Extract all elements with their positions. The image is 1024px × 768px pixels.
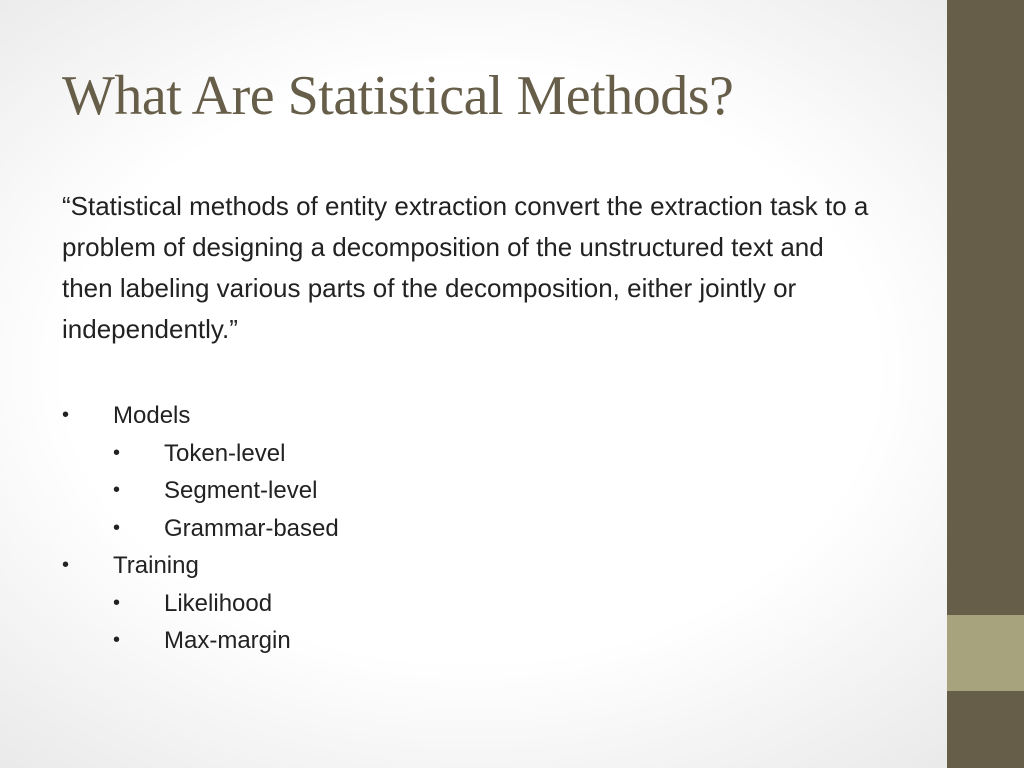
bullet-item-grammar-based: [62, 510, 882, 548]
bullet-label: Grammar-based: [164, 514, 339, 542]
bullet-item-max-margin: [62, 622, 882, 660]
bullet-dot-icon: •: [113, 479, 121, 501]
bullet-item-training: [62, 547, 882, 585]
bullet-item-token-level: [62, 435, 882, 473]
quote-text: “Statistical methods of entity extraction convert the extraction task to a problem of designing a decomposition of the unstructured text and then labeling various parts of the decomposition, either jointly or independently.”: [62, 191, 869, 344]
bullet-item-segment-level: [62, 472, 882, 510]
bullet-label: Token-level: [164, 439, 286, 467]
bullet-label: Training: [113, 552, 199, 579]
bullet-list: [62, 397, 882, 660]
bullet-dot-icon: •: [113, 441, 121, 464]
slide-title: What Are Statistical Methods?: [62, 65, 734, 127]
bullet-dot-icon: •: [113, 516, 121, 539]
bullet-label: Likelihood: [164, 589, 273, 617]
side-accent-block: [947, 615, 1024, 691]
bullet-dot-icon: •: [62, 554, 70, 576]
bullet-item-likelihood: [62, 585, 882, 623]
bullet-label: Models: [113, 402, 191, 429]
bullet-dot-icon: •: [62, 404, 70, 426]
bullet-item-models: [62, 397, 882, 435]
bullet-dot-icon: •: [113, 629, 121, 651]
bullet-label: Segment-level: [164, 477, 318, 504]
bullet-dot-icon: •: [113, 591, 121, 614]
bullet-label: Max-margin: [164, 627, 291, 654]
